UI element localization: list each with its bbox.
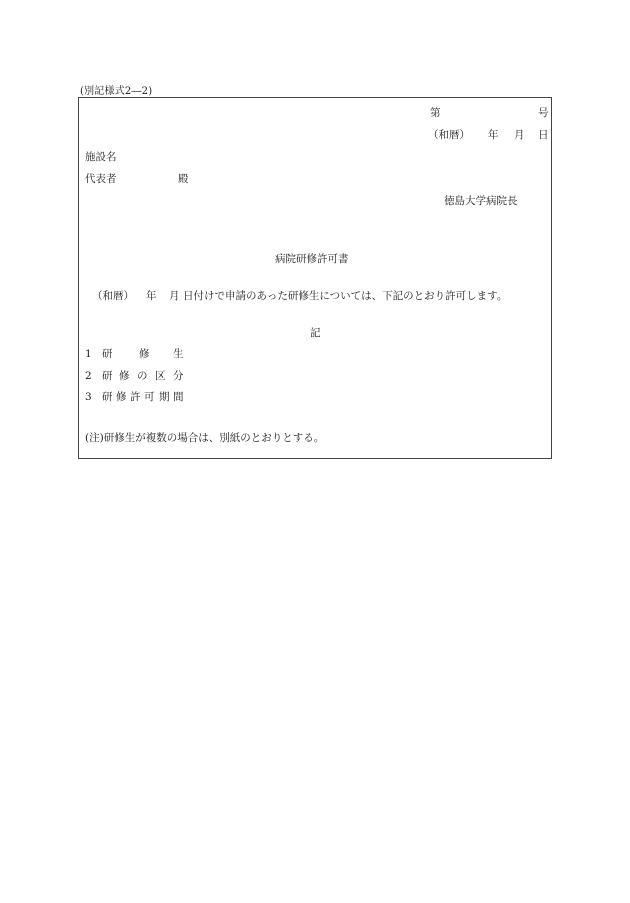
item-3-char: 期	[159, 391, 170, 403]
item-3-char: 研	[102, 391, 113, 403]
form-code: (別記様式2―2)	[80, 86, 153, 97]
item-2-char: 研	[102, 370, 113, 382]
item-1-char: 研	[102, 348, 113, 360]
number-label: 第	[430, 107, 441, 119]
item-2-char: 区	[155, 370, 166, 382]
number-suffix: 号	[538, 107, 549, 119]
representative-label: 代表者	[85, 173, 117, 185]
item-2-number: 2	[85, 370, 92, 382]
item-2-char: 分	[173, 370, 184, 382]
item-1-char: 生	[173, 348, 184, 360]
date-month: 月	[514, 129, 525, 141]
item-3-char: 間	[173, 391, 184, 403]
item-3-char: 可	[144, 391, 155, 403]
body-year: 年	[146, 290, 157, 302]
body-month: 月	[169, 290, 180, 302]
date-era: （和暦）	[428, 129, 470, 141]
body-era: （和暦）	[92, 290, 134, 302]
document-title: 病院研修許可書	[275, 253, 349, 265]
facility-label: 施設名	[85, 151, 117, 163]
item-1-char: 修	[139, 348, 150, 360]
representative-honorific: 殿	[178, 173, 189, 185]
note: (注)研修生が複数の場合は、別紙のとおりとする。	[85, 432, 325, 444]
item-3-number: 3	[85, 391, 92, 403]
item-1-number: 1	[85, 348, 92, 360]
item-2-char: 修	[119, 370, 130, 382]
ki-heading: 記	[310, 327, 321, 339]
date-day: 日	[538, 129, 549, 141]
issuer: 徳島大学病院長	[444, 195, 518, 207]
body-rest: 日付けで申請のあった研修生については、下記のとおり許可します。	[183, 290, 508, 302]
document-frame	[78, 97, 552, 459]
item-2-char: の	[137, 370, 148, 382]
item-3-char: 許	[130, 391, 141, 403]
date-year: 年	[488, 129, 499, 141]
item-3-char: 修	[116, 391, 127, 403]
